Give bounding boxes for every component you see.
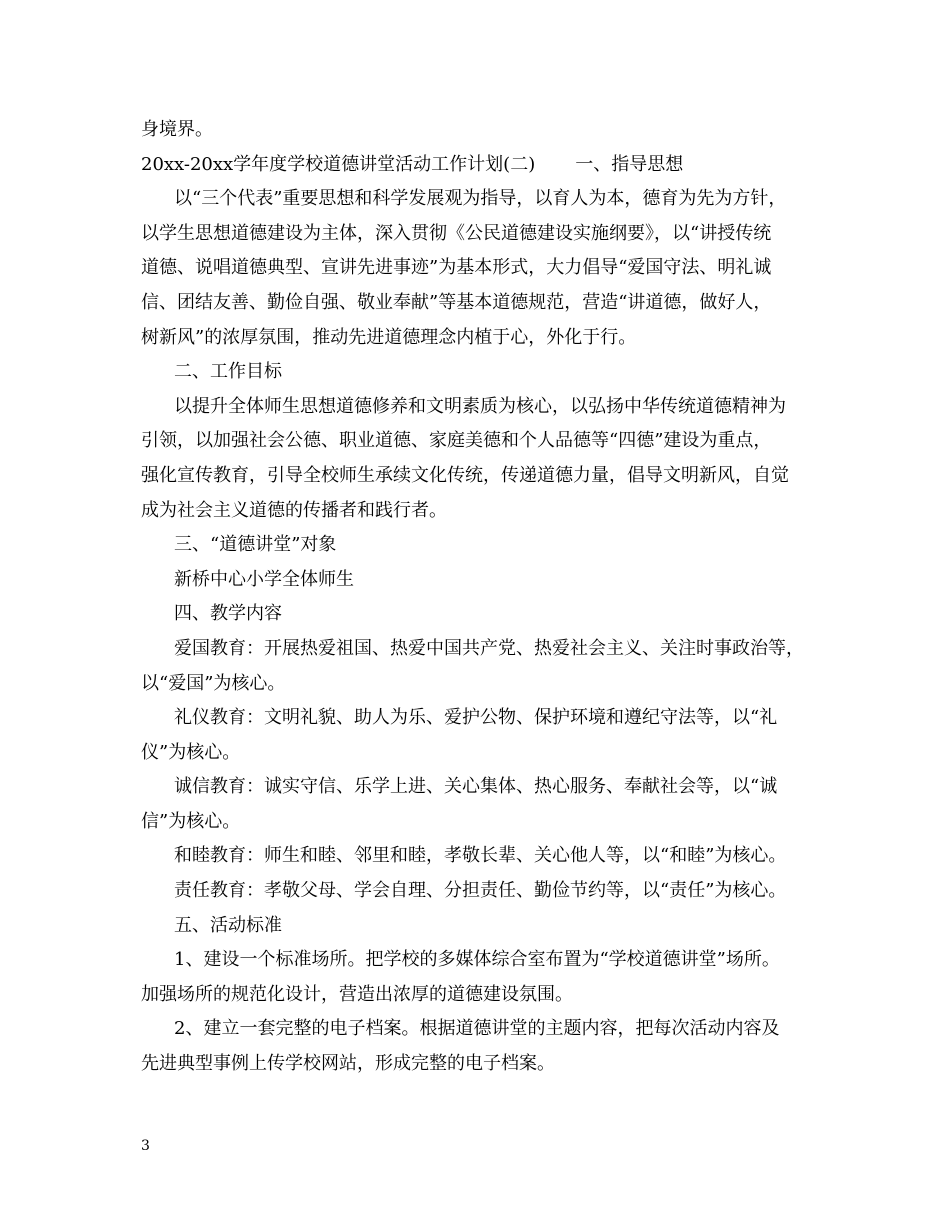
paragraph-line: 信、团结友善、勤俭自强、敬业奉献”等基本道德规范，营造“讲道德，做好人， [141, 291, 772, 313]
document-title: 20xx-20xx学年度学校道德讲堂活动工作计划(二) [141, 153, 536, 175]
patriotic-education-line: 爱国教育：开展热爱祖国、热爱中国共产党、热爱社会主义、关注时事政治等， [174, 637, 804, 659]
section-heading-guiding-ideology: 一、指导思想 [575, 153, 684, 175]
paragraph-line: 以学生思想道德建设为主体，深入贯彻《公民道德建设实施纲要》，以“讲授传统 [141, 222, 772, 244]
paragraph-line: 树新风”的浓厚氛围，推动先进道德理念内植于心，外化于行。 [141, 326, 637, 348]
standard-1-line: 加强场所的规范化设计，营造出浓厚的道德建设氛围。 [141, 983, 573, 1005]
etiquette-education-line: 仪”为核心。 [141, 741, 241, 763]
section-heading-activity-standards: 五、活动标准 [174, 914, 282, 936]
paragraph-line: 成为社会主义道德的传播者和践行者。 [141, 499, 447, 521]
patriotic-education-line: 以“爱国”为核心。 [141, 672, 286, 694]
standard-2-line: 2、建立一套完整的电子档案。根据道德讲堂的主题内容，把每次活动内容及 [174, 1018, 780, 1040]
etiquette-education-line: 礼仪教育：文明礼貌、助人为乐、爱护公物、保护环境和遵纪守法等，以“礼 [174, 707, 778, 729]
continuation-line: 身境界。 [141, 119, 213, 140]
audience-text: 新桥中心小学全体师生 [174, 568, 354, 590]
paragraph-line: 强化宣传教育，引导全校师生承续文化传统，传递道德力量，倡导文明新风，自觉 [141, 464, 789, 486]
title-line [141, 148, 821, 183]
paragraph-line: 道德、说唱道德典型、宣讲先进事迹”为基本形式，大力倡导“爱国守法、明礼诚 [141, 257, 772, 279]
paragraph-line: 引领，以加强社会公德、职业道德、家庭美德和个人品德等“四德”建设为重点， [141, 430, 772, 452]
page-number: 3 [141, 1138, 150, 1154]
harmony-education-line: 和睦教育：师生和睦、邻里和睦，孝敬长辈、关心他人等，以“和睦”为核心。 [174, 845, 787, 867]
paragraph-line: 以“三个代表”重要思想和科学发展观为指导，以育人为本，德育为先为方针， [174, 188, 787, 210]
integrity-education-line: 诚信教育：诚实守信、乐学上进、关心集体、热心服务、奉献社会等，以“诚 [174, 776, 778, 798]
integrity-education-line: 信”为核心。 [141, 810, 241, 832]
document-body [141, 113, 821, 1082]
standard-1-line: 1、建设一个标准场所。把学校的多媒体综合室布置为“学校道德讲堂”场所。 [174, 949, 780, 971]
responsibility-education-line: 责任教育：孝敬父母、学会自理、分担责任、勤俭节约等，以“责任”为核心。 [174, 880, 787, 902]
paragraph-line: 以提升全体师生思想道德修养和文明素质为核心，以弘扬中华传统道德精神为 [174, 395, 786, 417]
standard-2-line: 先进典型事例上传学校网站，形成完整的电子档案。 [141, 1053, 555, 1075]
section-heading-audience: 三、“道德讲堂”对象 [174, 534, 337, 556]
section-heading-work-goals: 二、工作目标 [174, 361, 282, 383]
section-heading-teaching-content: 四、教学内容 [174, 603, 282, 625]
